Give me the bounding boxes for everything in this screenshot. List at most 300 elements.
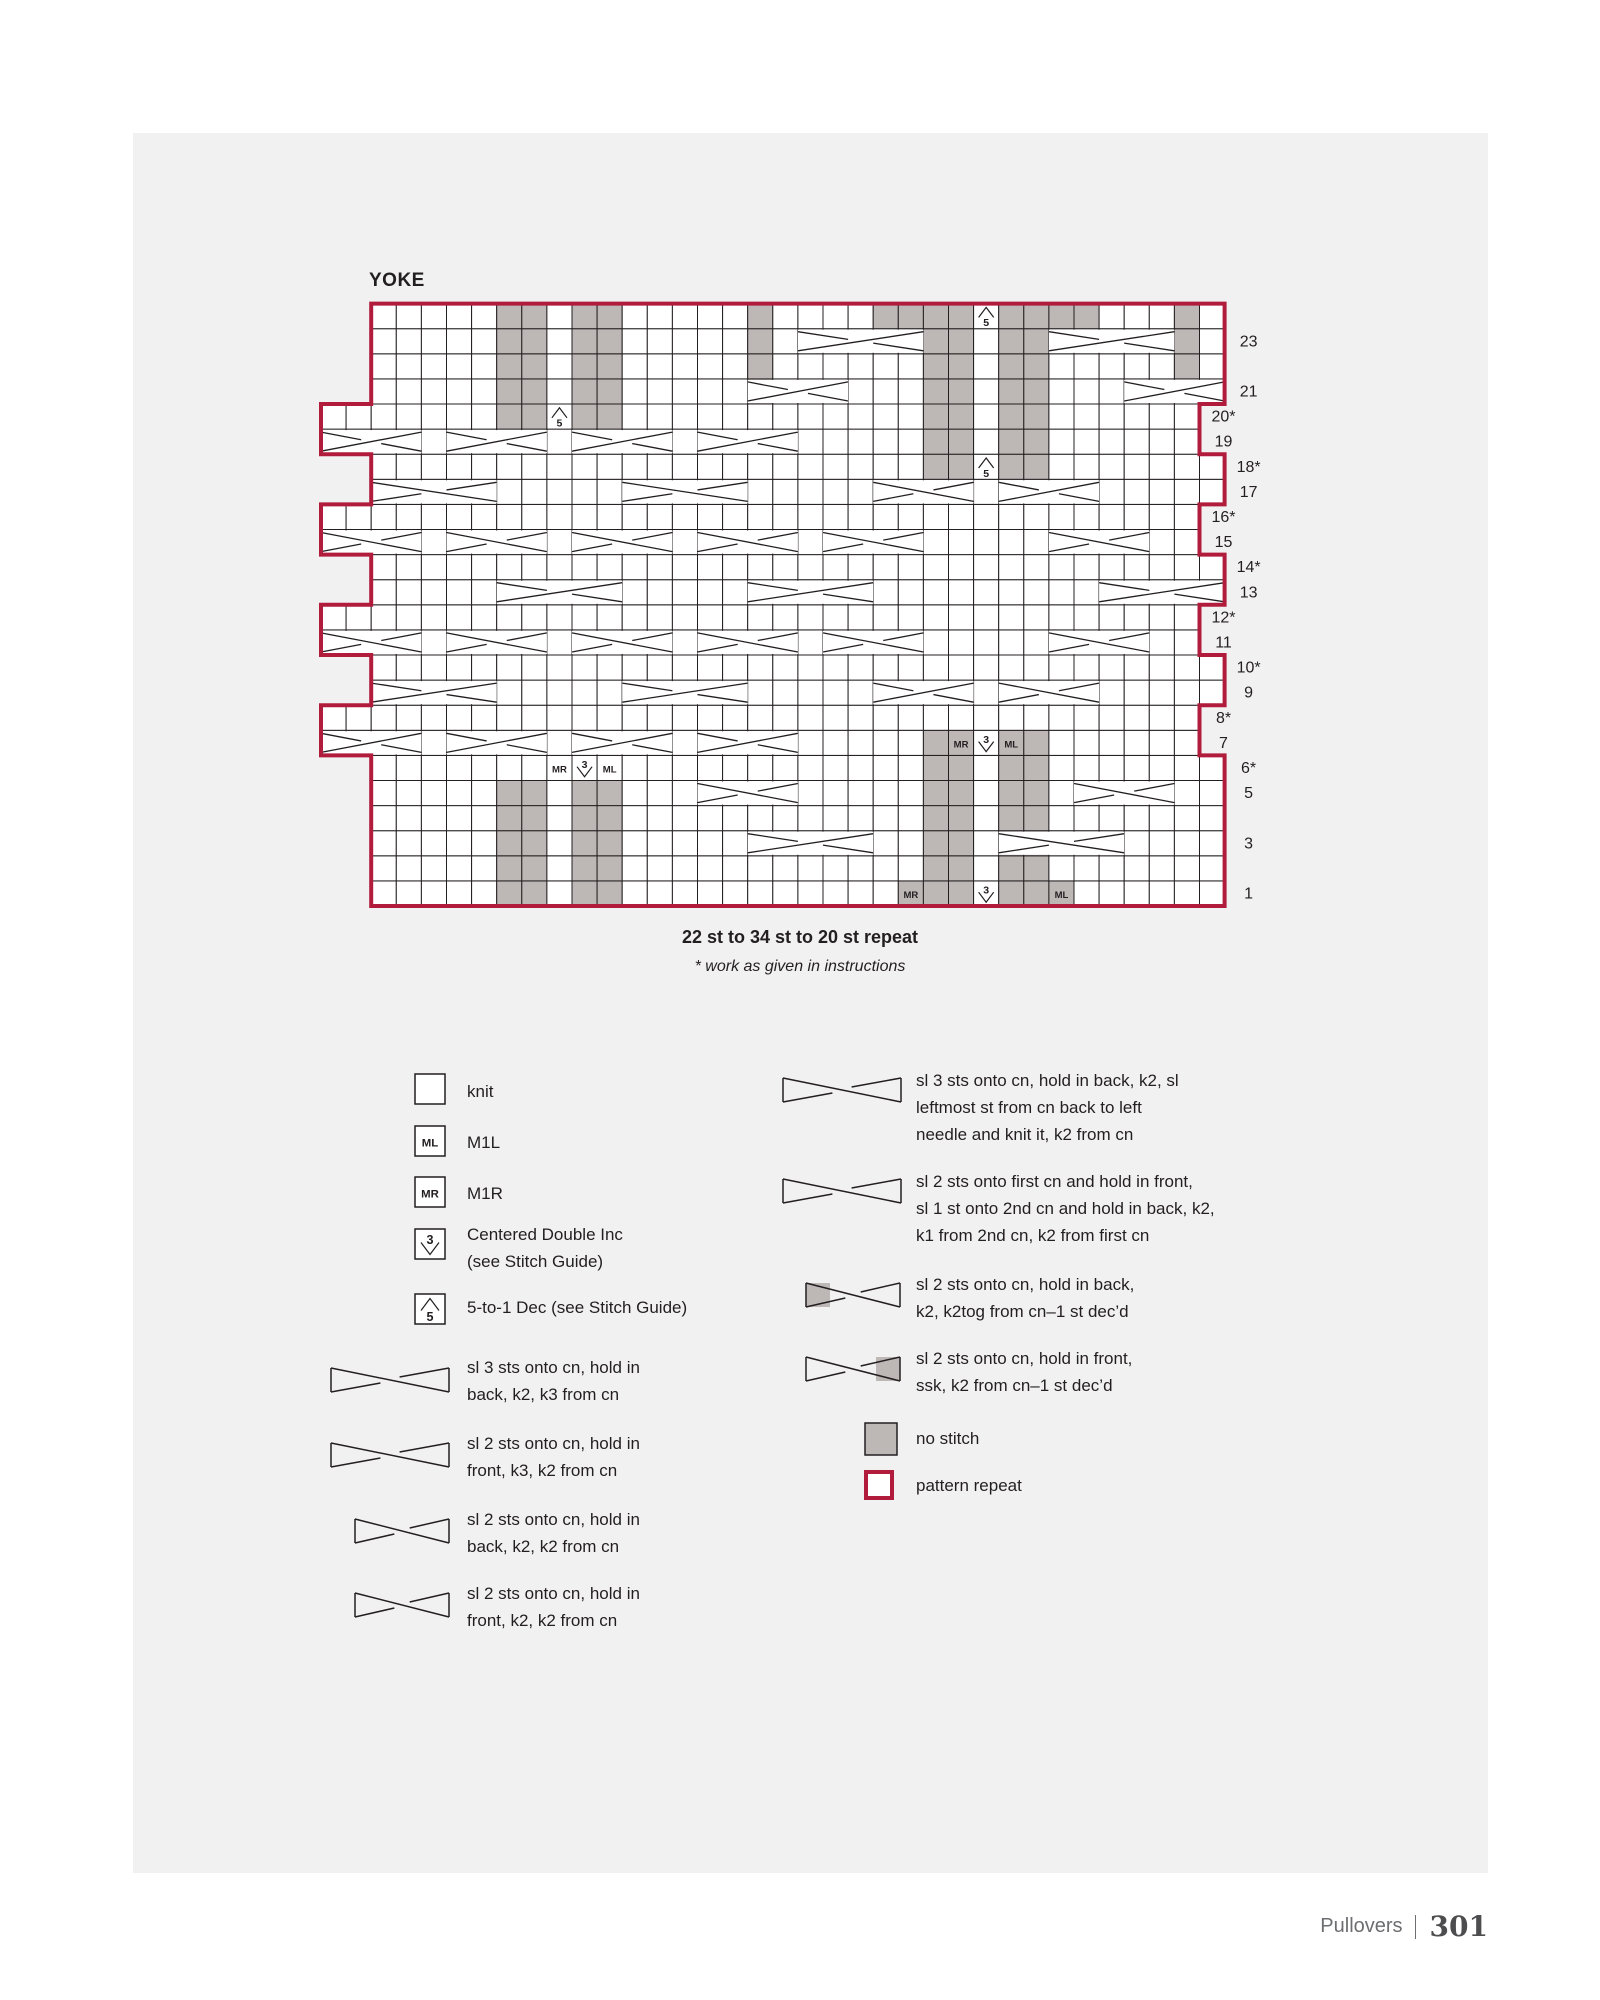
no-stitch-cell <box>1049 304 1074 329</box>
knit-cell <box>371 404 396 429</box>
knit-cell <box>823 755 848 780</box>
no-stitch-cell <box>1024 806 1049 831</box>
knit-cell <box>1099 680 1124 705</box>
knit-cell <box>597 655 622 680</box>
knit-cell <box>1099 404 1124 429</box>
knit-cell <box>1149 755 1174 780</box>
knit-cell <box>597 705 622 730</box>
knit-cell <box>1174 504 1199 529</box>
knit-cell <box>672 630 697 655</box>
knit-cell <box>1124 831 1149 856</box>
knit-cell <box>497 504 522 529</box>
knit-cell <box>647 354 672 379</box>
knit-cell <box>848 504 873 529</box>
knit-cell <box>622 806 647 831</box>
knit-cell <box>522 454 547 479</box>
no-stitch-cell <box>522 831 547 856</box>
knit-cell <box>421 379 446 404</box>
no-stitch-cell <box>572 831 597 856</box>
knit-cell <box>647 504 672 529</box>
cable-4-front-dec-icon <box>805 1354 901 1384</box>
knit-cell <box>974 404 999 429</box>
knit-cell <box>798 429 823 454</box>
knit-cell <box>1074 755 1099 780</box>
knit-cell <box>798 806 823 831</box>
knit-cell <box>371 555 396 580</box>
knit-cell <box>773 605 798 630</box>
no-stitch-cell <box>923 831 948 856</box>
knit-cell <box>873 705 898 730</box>
no-stitch-cell <box>572 329 597 354</box>
knit-cell <box>672 605 697 630</box>
knit-cell <box>1200 755 1225 780</box>
cable-cross <box>748 832 874 855</box>
cable-cross <box>873 681 973 704</box>
knit-cell <box>1074 580 1099 605</box>
cable-cross <box>447 430 547 453</box>
knit-cell <box>873 655 898 680</box>
knit-cell <box>1174 781 1199 806</box>
knit-cell <box>1174 530 1199 555</box>
knit-cell <box>472 504 497 529</box>
knit-cell <box>1049 781 1074 806</box>
knit-cell <box>1074 655 1099 680</box>
knit-cell <box>547 379 572 404</box>
knit-cell <box>597 454 622 479</box>
knit-cell <box>647 454 672 479</box>
no-stitch-cell <box>572 404 597 429</box>
chart-title: YOKE <box>369 270 425 291</box>
no-stitch-cell <box>497 329 522 354</box>
knit-cell <box>974 580 999 605</box>
knit-cell <box>848 429 873 454</box>
knit-cell <box>974 504 999 529</box>
knit-cell <box>497 479 522 504</box>
cable-cross <box>1049 330 1175 353</box>
knit-cell <box>773 479 798 504</box>
no-stitch-cell <box>497 379 522 404</box>
knit-cell <box>974 354 999 379</box>
cable-cross <box>798 330 924 353</box>
knit-cell <box>773 555 798 580</box>
cable-cross <box>698 531 798 554</box>
knit-cell <box>798 530 823 555</box>
cable-cross <box>698 631 798 654</box>
knit-cell <box>848 881 873 906</box>
no-stitch-cell <box>597 329 622 354</box>
knit-cell <box>622 655 647 680</box>
knit-cell <box>1149 530 1174 555</box>
knit-cell <box>1149 806 1174 831</box>
no-stitch-cell <box>497 354 522 379</box>
knit-cell <box>1099 354 1124 379</box>
knit-cell <box>547 630 572 655</box>
knit-cell <box>723 806 748 831</box>
knit-cell <box>1124 806 1149 831</box>
knit-cell <box>848 680 873 705</box>
knit-cell <box>823 354 848 379</box>
no-stitch-cell <box>497 781 522 806</box>
knit-cell <box>547 655 572 680</box>
knit-cell <box>773 755 798 780</box>
knit-cell <box>421 806 446 831</box>
knit-cell <box>622 454 647 479</box>
no-stitch-cell <box>923 881 948 906</box>
grey-swatch <box>865 1423 897 1455</box>
chart-note: * work as given in instructions <box>694 958 906 975</box>
no-stitch-cell <box>999 881 1024 906</box>
no-stitch-cell <box>949 404 974 429</box>
cable-cross <box>572 430 672 453</box>
knit-cell <box>773 404 798 429</box>
knit-cell <box>723 705 748 730</box>
knit-cell <box>1049 605 1074 630</box>
knit-cell <box>421 530 446 555</box>
cable-cross <box>1099 581 1225 604</box>
knit-cell <box>723 755 748 780</box>
knit-cell <box>1024 655 1049 680</box>
cable-cross <box>321 631 421 654</box>
knit-cell <box>1099 479 1124 504</box>
knit-cell <box>974 806 999 831</box>
knit-cell <box>748 881 773 906</box>
knit-cell <box>396 856 421 881</box>
knit-cell <box>1074 806 1099 831</box>
no-stitch-cell <box>597 781 622 806</box>
page-number: 301 <box>1429 1910 1488 1943</box>
knit-cell <box>396 655 421 680</box>
strand <box>331 1458 380 1467</box>
knit-cell <box>1049 404 1074 429</box>
knit-cell <box>447 304 472 329</box>
no-stitch-cell <box>572 354 597 379</box>
inc3-digit: 3 <box>426 1233 434 1247</box>
no-stitch-cell <box>923 304 948 329</box>
knit-cell <box>672 404 697 429</box>
knit-cell <box>1074 605 1099 630</box>
knit-cell <box>1049 504 1074 529</box>
knit-cell <box>497 655 522 680</box>
knit-cell <box>447 404 472 429</box>
knit-cell <box>346 404 371 429</box>
knit-cell <box>622 755 647 780</box>
row-label: 1 <box>1244 885 1254 903</box>
knit-cell <box>823 730 848 755</box>
no-stitch-cell <box>522 329 547 354</box>
knit-cell <box>1099 304 1124 329</box>
knit-cell <box>1099 379 1124 404</box>
knit-cell <box>723 379 748 404</box>
knit-cell <box>421 580 446 605</box>
knit-cell <box>597 605 622 630</box>
no-stitch-cell <box>572 806 597 831</box>
knit-cell <box>547 781 572 806</box>
legend-c5f: sl 2 sts onto cn, hold in front, k3, k2 from cn <box>467 1434 640 1480</box>
knit-cell <box>622 379 647 404</box>
row-label: 13 <box>1239 584 1258 602</box>
knit-cell <box>647 655 672 680</box>
knit-cell <box>547 479 572 504</box>
knit-cell <box>1124 354 1149 379</box>
knit-cell <box>396 379 421 404</box>
knit-cell <box>698 379 723 404</box>
cable-cross <box>321 531 421 554</box>
knit-cell <box>873 755 898 780</box>
cable-cross <box>572 531 672 554</box>
knit-cell <box>1049 655 1074 680</box>
row-label: 8* <box>1215 709 1232 727</box>
knit-cell <box>447 655 472 680</box>
knit-cell <box>396 404 421 429</box>
knit-cell <box>1049 705 1074 730</box>
knit-cell <box>823 404 848 429</box>
knit-cell <box>848 705 873 730</box>
knit-cell <box>898 454 923 479</box>
strand <box>355 1608 394 1617</box>
dec5-digit: 5 <box>983 467 990 480</box>
knit-cell <box>974 530 999 555</box>
knit-cell <box>898 404 923 429</box>
knit-cell <box>447 580 472 605</box>
legend-c5bp: sl 3 sts onto cn, hold in back, k2, sl leftmost st from cn back to left needle and knit it, k2 from cn <box>916 1071 1179 1144</box>
knit-cell <box>999 705 1024 730</box>
cable-cross <box>873 480 973 503</box>
knit-cell <box>748 555 773 580</box>
knit-cell <box>472 655 497 680</box>
knit-cell <box>447 781 472 806</box>
knit-cell <box>698 354 723 379</box>
knit-cell <box>547 730 572 755</box>
strand <box>400 1368 449 1377</box>
knit-cell <box>447 605 472 630</box>
no-stitch-cell <box>572 856 597 881</box>
knit-cell <box>1200 304 1225 329</box>
knit-cell <box>1099 881 1124 906</box>
knit-cell <box>798 630 823 655</box>
knit-cell <box>547 429 572 454</box>
no-stitch-cell <box>572 304 597 329</box>
strand <box>331 1383 380 1392</box>
knit-cell <box>848 755 873 780</box>
no-stitch-cell <box>748 329 773 354</box>
knit-cell <box>773 705 798 730</box>
knit-symbol-icon <box>414 1073 446 1105</box>
knit-cell <box>848 454 873 479</box>
no-stitch-cell <box>999 781 1024 806</box>
knit-cell <box>647 705 672 730</box>
knit-cell <box>472 755 497 780</box>
knit-cell <box>823 605 848 630</box>
knit-cell <box>1149 555 1174 580</box>
knit-cell <box>522 755 547 780</box>
knit-cell <box>949 605 974 630</box>
no-stitch-cell <box>1024 329 1049 354</box>
knit-cell <box>647 755 672 780</box>
knit-cell <box>923 630 948 655</box>
knit-cell <box>898 555 923 580</box>
knit-cell <box>748 655 773 680</box>
m1l-symbol-icon <box>414 1125 446 1157</box>
strand <box>806 1372 845 1381</box>
legend-c5fp: sl 2 sts onto first cn and hold in front, sl 1 st onto 2nd cn and hold in back, k2, k1 from 2nd cn, k2 from first cn <box>916 1172 1215 1245</box>
knit-cell <box>898 379 923 404</box>
no-stitch-cell <box>1024 404 1049 429</box>
knit-cell <box>672 354 697 379</box>
dec5-digit: 5 <box>556 417 563 430</box>
stitch-symbol <box>552 764 567 775</box>
knit-cell <box>622 304 647 329</box>
strand <box>861 1283 900 1292</box>
cable-cross <box>447 631 547 654</box>
knit-cell <box>1124 856 1149 881</box>
knit-cell <box>1200 806 1225 831</box>
knit-cell <box>974 680 999 705</box>
knit-cell <box>472 304 497 329</box>
knit-cell <box>547 605 572 630</box>
knit-cell <box>547 304 572 329</box>
no-stitch-cell <box>873 304 898 329</box>
knit-cell <box>447 555 472 580</box>
knit-cell <box>923 655 948 680</box>
no-stitch-cell <box>1024 781 1049 806</box>
row-label: 15 <box>1214 534 1233 552</box>
knit-cell <box>1099 429 1124 454</box>
knit-cell <box>723 831 748 856</box>
footer-divider <box>1415 1915 1416 1939</box>
knit-cell <box>798 680 823 705</box>
knit-cell <box>1200 329 1225 354</box>
knit-cell <box>698 454 723 479</box>
knit-cell <box>698 655 723 680</box>
no-stitch-cell <box>597 806 622 831</box>
knit-cell <box>1099 806 1124 831</box>
inc3-digit: 3 <box>983 884 990 897</box>
knit-cell <box>421 655 446 680</box>
knit-cell <box>647 580 672 605</box>
knit-cell <box>647 806 672 831</box>
knit-cell <box>873 429 898 454</box>
no-stitch-cell <box>949 806 974 831</box>
no-stitch-cell <box>522 404 547 429</box>
knit-cell <box>698 580 723 605</box>
knit-cell <box>798 454 823 479</box>
no-stitch-cell <box>1174 329 1199 354</box>
cable-cross <box>572 631 672 654</box>
knit-cell <box>1200 479 1225 504</box>
no-stitch-cell <box>949 379 974 404</box>
knit-cell <box>1174 605 1199 630</box>
row-label: 17 <box>1239 483 1258 501</box>
no-stitch-cell <box>597 881 622 906</box>
knit-cell <box>421 555 446 580</box>
no-stitch-cell <box>522 354 547 379</box>
knit-cell <box>672 580 697 605</box>
knit-cell <box>421 304 446 329</box>
knit-cell <box>798 504 823 529</box>
knit-cell <box>547 856 572 881</box>
knit-cell <box>1200 881 1225 906</box>
knit-cell <box>974 555 999 580</box>
knit-cell <box>672 781 697 806</box>
knit-cell <box>371 504 396 529</box>
knit-cell <box>522 504 547 529</box>
knit-cell <box>672 655 697 680</box>
no-stitch-cell <box>1024 755 1049 780</box>
knit-cell <box>1149 730 1174 755</box>
no-stitch-cell <box>522 379 547 404</box>
knit-cell <box>873 881 898 906</box>
knit-cell <box>1124 304 1149 329</box>
cable-cross <box>698 782 798 805</box>
strand <box>852 1179 901 1188</box>
knit-cell <box>723 354 748 379</box>
row-label: 23 <box>1239 333 1258 351</box>
no-stitch-cell <box>923 755 948 780</box>
knit-cell <box>396 329 421 354</box>
row-label: 5 <box>1244 785 1254 803</box>
knit-cell <box>1124 881 1149 906</box>
knit-cell <box>1074 429 1099 454</box>
knit-cell <box>1124 680 1149 705</box>
knit-cell <box>999 655 1024 680</box>
knit-cell <box>547 555 572 580</box>
knit-cell <box>421 630 446 655</box>
no-stitch-cell <box>497 304 522 329</box>
knit-cell <box>371 831 396 856</box>
knit-cell <box>698 304 723 329</box>
knit-cell <box>447 705 472 730</box>
knit-cell <box>371 705 396 730</box>
knit-cell <box>472 454 497 479</box>
knit-cell <box>497 605 522 630</box>
knit-cell <box>647 379 672 404</box>
knit-cell <box>497 755 522 780</box>
knit-cell <box>798 730 823 755</box>
knit-cell <box>371 354 396 379</box>
knit-cell <box>622 555 647 580</box>
knit-cell <box>923 530 948 555</box>
knit-cell <box>1124 555 1149 580</box>
knit-cell <box>321 605 346 630</box>
no-stitch-cell <box>923 354 948 379</box>
knit-cell <box>1149 680 1174 705</box>
legend-repeat: pattern repeat <box>916 1476 1022 1495</box>
no-stitch-cell <box>522 781 547 806</box>
knit-cell <box>472 831 497 856</box>
knit-cell <box>698 404 723 429</box>
knit-cell <box>497 680 522 705</box>
no-stitch-cell <box>949 329 974 354</box>
no-stitch-cell <box>522 856 547 881</box>
knit-cell <box>748 479 773 504</box>
no-stitch-swatch-icon <box>864 1422 898 1456</box>
knit-cell <box>1174 680 1199 705</box>
knit-cell <box>472 881 497 906</box>
knit-cell <box>1099 605 1124 630</box>
knit-cell <box>848 730 873 755</box>
knit-cell <box>672 831 697 856</box>
no-stitch-cell <box>999 329 1024 354</box>
knit-cell <box>421 354 446 379</box>
knit-cell <box>622 354 647 379</box>
knit-cell <box>572 655 597 680</box>
knit-cell <box>898 755 923 780</box>
knit-cell <box>472 705 497 730</box>
cable-5-front-icon <box>330 1440 450 1470</box>
knit-cell <box>723 404 748 429</box>
stitch-symbol <box>603 764 617 775</box>
knit-cell <box>798 781 823 806</box>
